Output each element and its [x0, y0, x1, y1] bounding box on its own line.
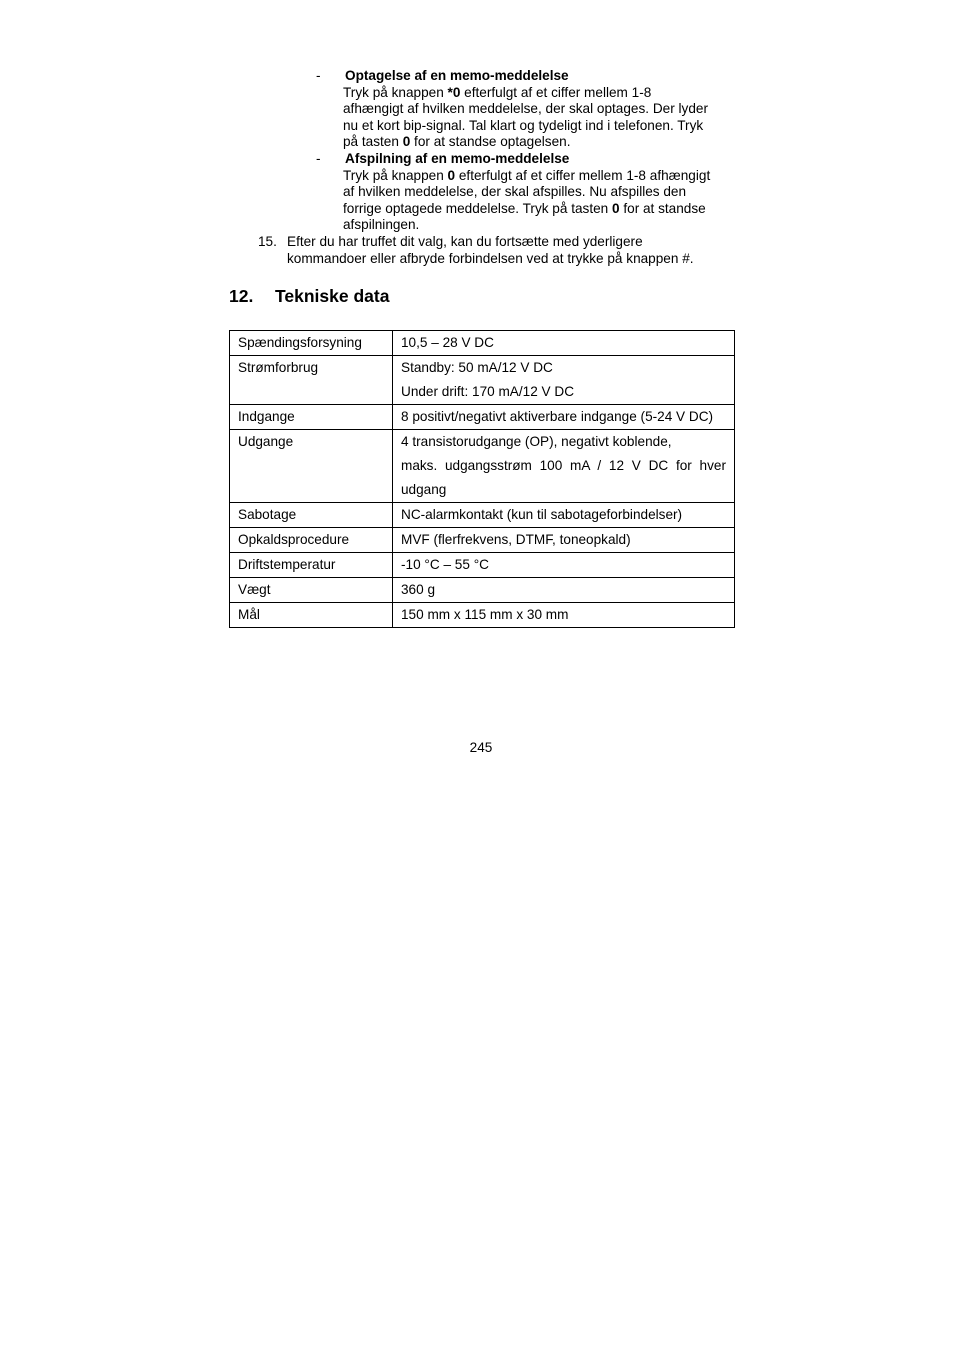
spec-label: Indgange — [230, 405, 393, 430]
spec-value-line: 150 mm x 115 mm x 30 mm — [401, 607, 569, 622]
spec-value-line: 10,5 – 28 V DC — [401, 335, 494, 350]
spec-value-line: 4 transistorudgange (OP), negativt koblende, — [401, 434, 672, 449]
step-line: Efter du har truffet dit valg, kan du fortsætte med yderligere — [287, 234, 643, 249]
step-number: 15. — [258, 234, 277, 249]
table-row — [230, 430, 735, 503]
spec-value — [393, 430, 735, 503]
item-line: Tryk på knappen *0 efterfulgt af et ciffer mellem 1-8 — [343, 84, 652, 100]
spec-value-line: NC-alarmkontakt (kun til sabotageforbindelser) — [401, 507, 683, 522]
spec-value-line: 360 g — [401, 582, 436, 597]
section-heading — [229, 284, 389, 308]
table-row — [230, 528, 735, 553]
spec-value-line: MVF (flerfrekvens, DTMF, toneopkald) — [401, 532, 631, 547]
spec-label: Opkaldsprocedure — [230, 528, 393, 553]
spec-value — [393, 553, 735, 578]
list-dash: - — [316, 151, 321, 166]
table-row — [230, 405, 735, 430]
table-row — [230, 356, 735, 405]
spec-value-line: Under drift: 170 mA/12 V DC — [401, 384, 575, 399]
step-15 — [258, 234, 738, 267]
spec-value-line: -10 °C – 55 °C — [401, 557, 489, 572]
spec-label: Vægt — [230, 578, 393, 603]
spec-value — [393, 578, 735, 603]
table-row — [230, 331, 735, 356]
spec-value-line: Standby: 50 mA/12 V DC — [401, 360, 553, 375]
spec-label: Sabotage — [230, 503, 393, 528]
item-title: Afspilning af en memo-meddelelse — [345, 151, 570, 166]
spec-table — [229, 330, 735, 628]
item-line: Tryk på knappen 0 efterfulgt af et ciffer mellem 1-8 afhængigt — [343, 167, 711, 183]
item-line: afspilningen. — [343, 217, 420, 233]
memo-playback-item — [316, 151, 746, 234]
item-line: af hvilken meddelelse, der skal afspilles. Nu afspilles den — [343, 184, 687, 200]
section-title: Tekniske data — [275, 286, 390, 306]
item-line: afhængigt af hvilken meddelelse, der skal optages. Der lyder — [343, 101, 708, 117]
spec-label: Udgange — [230, 430, 393, 503]
table-row — [230, 603, 735, 628]
spec-label: Spændingsforsyning — [230, 331, 393, 356]
section-number: 12. — [229, 286, 254, 306]
item-line: nu et kort bip-signal. Tal klart og tydeligt ind i telefonen. Tryk — [343, 117, 704, 133]
spec-value — [393, 331, 735, 356]
spec-value — [393, 405, 735, 430]
item-line: forrige optagede meddelelse. Tryk på tasten 0 for at standse — [343, 200, 706, 216]
spec-value — [393, 528, 735, 553]
item-line: på tasten 0 for at standse optagelsen. — [343, 134, 571, 150]
table-row — [230, 553, 735, 578]
item-title: Optagelse af en memo-meddelelse — [345, 68, 569, 83]
list-dash: - — [316, 68, 321, 83]
memo-recording-item — [316, 68, 746, 151]
spec-label: Strømforbrug — [230, 356, 393, 405]
spec-value — [393, 603, 735, 628]
spec-value — [393, 356, 735, 405]
spec-label: Mål — [230, 603, 393, 628]
table-row — [230, 578, 735, 603]
table-row — [230, 503, 735, 528]
page-number: 245 — [469, 740, 493, 755]
step-line: kommandoer eller afbryde forbindelsen ved at trykke på knappen #. — [287, 250, 694, 266]
spec-value — [393, 503, 735, 528]
spec-label: Driftstemperatur — [230, 553, 393, 578]
spec-value-line: 8 positivt/negativt aktiverbare indgange (5-24 V DC) — [401, 409, 714, 424]
spec-value-line: maks. udgangsstrøm 100 mA / 12 V DC for hver udgang — [401, 458, 726, 497]
